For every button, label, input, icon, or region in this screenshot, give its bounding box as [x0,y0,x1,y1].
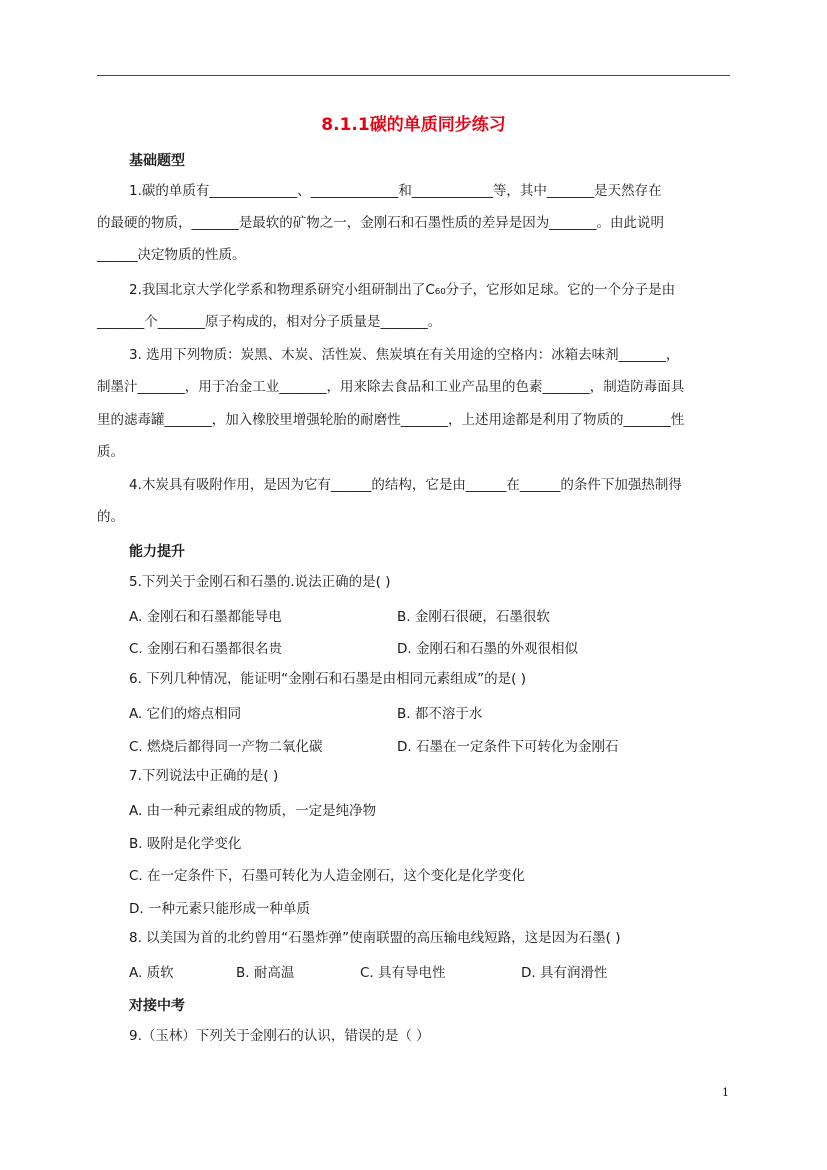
q8-option-b: B. 耐高温 [236,965,295,981]
q2-line-1: 2.我国北京大学化学系和物理系研究小组研制出了C₆₀分子，它形如足球。它的一个分子是由 [129,282,676,298]
q5-option-d: D. 金刚石和石墨的外观很相似 [397,641,578,657]
q5-option-a: A. 金刚石和石墨都能导电 [129,609,282,625]
section-heading-basic: 基础题型 [129,153,185,169]
q6-option-c: C. 燃烧后都得同一产物二氧化碳 [129,739,323,755]
q7-stem: 7.下列说法中正确的是( ) [129,768,279,784]
q7-option-b: B. 吸附是化学变化 [129,836,242,852]
q9-stem: 9.（玉林）下列关于金刚石的认识，错误的是（ ） [129,1028,430,1044]
q6-option-a: A. 它们的熔点相同 [129,706,242,722]
q5-option-c: C. 金刚石和石墨都很名贵 [129,641,283,657]
q5-stem: 5.下列关于金刚石和石墨的.说法正确的是( ) [129,574,391,590]
q7-option-d: D. 一种元素只能形成一种单质 [129,901,310,917]
q2-line-2: _______个_______原子构成的，相对分子质量是_______。 [97,314,442,330]
q1-line-1: 1.碳的单质有_____________、_____________和____________等，其中_______是天然存在 [129,183,662,199]
q1-line-2: 的最硬的物质，_______是最软的矿物之一，金刚石和石墨性质的差异是因为_______。由此说明 [97,215,664,231]
q3-line-2: 制墨汁_______，用于冶金工业_______，用来除去食品和工业产品里的色素_______，制造防毒面具 [97,379,685,395]
q3-line-3: 里的滤毒罐_______，加入橡胶里增强轮胎的耐磨性_______，上述用途都是利用了物质的_______性 [97,412,685,428]
q3-line-1: 3. 选用下列物质：炭黑、木炭、活性炭、焦炭填在有关用途的空格内：冰箱去味剂_______， [129,347,680,363]
q6-stem: 6. 下列几种情况，能证明“金刚石和石墨是由相同元素组成”的是( ) [129,671,526,687]
q8-option-c: C. 具有导电性 [360,965,446,981]
q8-option-d: D. 具有润滑性 [521,965,608,981]
q3-line-4: 质。 [97,444,124,460]
q6-option-b: B. 都不溶于水 [397,706,483,722]
q5-option-b: B. 金刚石很硬，石墨很软 [397,609,550,625]
q8-stem: 8. 以美国为首的北约曾用“石墨炸弹”使南联盟的高压输电线短路，这是因为石墨( ) [129,930,621,946]
header-rule [97,75,730,76]
q1-line-3: ______决定物质的性质。 [97,247,246,263]
q4-line-1: 4.木炭具有吸附作用，是因为它有______的结构，它是由______在______的条件下加强热制得 [129,477,682,493]
section-heading-exam: 对接中考 [129,998,185,1014]
section-heading-ability: 能力提升 [129,544,185,560]
q7-option-c: C. 在一定条件下，石墨可转化为人造金刚石，这个变化是化学变化 [129,868,526,884]
q6-option-d: D. 石墨在一定条件下可转化为金刚石 [397,739,619,755]
page-title: 8.1.1碳的单质同步练习 [321,115,506,135]
page-number: 1 [722,1086,729,1099]
q4-line-2: 的。 [97,509,124,525]
q8-option-a: A. 质软 [129,965,174,981]
q7-option-a: A. 由一种元素组成的物质，一定是纯净物 [129,803,377,819]
